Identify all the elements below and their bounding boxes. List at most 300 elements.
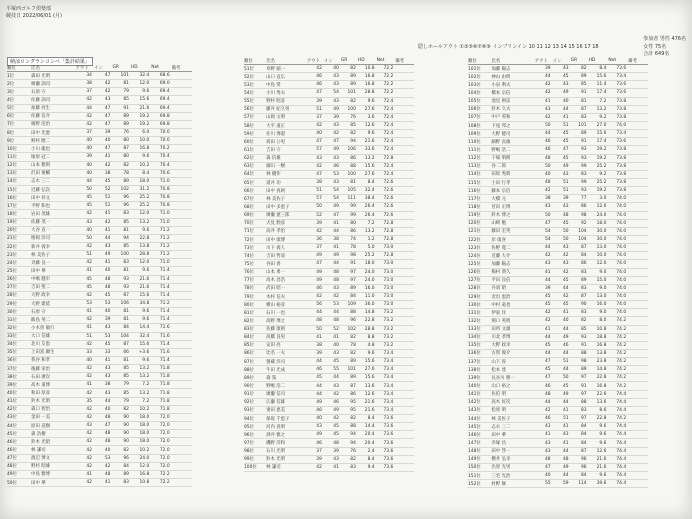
- net-cell: 74.2: [608, 349, 628, 357]
- table-row: [468, 431, 648, 439]
- name-cell: 吉田 守: [266, 146, 307, 154]
- net-cell: 73.0: [377, 301, 396, 309]
- in-cell: 43: [94, 324, 113, 332]
- in-cell: 44: [553, 472, 571, 480]
- name-cell: 山崎 勉: [491, 219, 534, 227]
- gross-cell: 88: [571, 349, 589, 357]
- out-cell: 47: [535, 219, 553, 227]
- note-cell: [395, 244, 414, 252]
- name-cell: 田中 康博: [266, 235, 307, 243]
- table-row: [468, 73, 648, 81]
- net-cell: 72.2: [151, 479, 171, 487]
- net-cell: 72.4: [377, 146, 396, 154]
- net-cell: 73.4: [377, 366, 396, 374]
- in-cell: 44: [553, 325, 571, 333]
- name-cell: 大野 建延: [31, 299, 75, 307]
- rank-cell: 103位: [468, 81, 491, 89]
- net-cell: 74.0: [608, 301, 628, 309]
- table-row: [7, 397, 192, 405]
- net-cell: 71.0: [151, 210, 171, 218]
- handicap-cell: 33.6: [358, 146, 377, 154]
- handicap-cell: 9.0: [589, 309, 609, 317]
- table-row: [7, 413, 192, 421]
- rank-cell: 102位: [468, 73, 491, 81]
- table-row: [244, 170, 414, 178]
- handicap-cell: 8.4: [358, 415, 377, 423]
- out-cell: 36: [307, 235, 324, 243]
- handicap-cell: 32.4: [131, 72, 151, 80]
- out-cell: 46: [307, 81, 324, 89]
- handicap-cell: 13.8: [589, 349, 609, 357]
- gross-cell: 82: [112, 446, 131, 454]
- rank-cell: 23位: [7, 251, 31, 259]
- gross-cell: 83: [571, 170, 589, 178]
- rank-cell: 63位: [244, 162, 266, 170]
- note-cell: [628, 252, 648, 260]
- gross-cell: 101: [341, 366, 358, 374]
- out-cell: 40: [535, 472, 553, 480]
- gross-cell: 82: [341, 415, 358, 423]
- rank-cell: 53位: [244, 81, 266, 89]
- name-cell: 加藤 陽志: [491, 65, 534, 73]
- table-row: [7, 145, 192, 153]
- handicap-cell: 9.6: [131, 267, 151, 275]
- net-cell: 71.8: [151, 381, 171, 389]
- out-cell: 47: [535, 358, 553, 366]
- rank-cell: 37位: [7, 365, 31, 373]
- handicap-cell: 12.0: [589, 203, 609, 211]
- in-cell: 49: [324, 203, 341, 211]
- out-cell: 45: [75, 202, 94, 210]
- net-cell: 73.8: [608, 97, 628, 105]
- gross-cell: 86: [341, 154, 358, 162]
- out-cell: 44: [75, 104, 94, 112]
- net-cell: 70.2: [151, 145, 171, 153]
- name-cell: 山本 勇一: [266, 268, 307, 276]
- handicap-cell: 22.8: [358, 317, 377, 325]
- in-cell: 59: [553, 480, 571, 488]
- table-row: [468, 113, 648, 121]
- note-cell: [628, 154, 648, 162]
- note-cell: [628, 398, 648, 406]
- rank-cell: 110位: [468, 138, 491, 146]
- in-cell: 48: [324, 317, 341, 325]
- name-cell: 下尾 邦之: [491, 121, 534, 129]
- out-cell: 42: [75, 242, 94, 250]
- handicap-cell: 22.8: [131, 234, 151, 242]
- note-cell: [172, 96, 192, 104]
- out-cell: 51: [307, 105, 324, 113]
- name-cell: 高木 道博: [31, 381, 75, 389]
- handicap-cell: 27.6: [358, 105, 377, 113]
- handicap-cell: 30.0: [589, 235, 609, 243]
- gross-cell: 114: [571, 480, 589, 488]
- name-cell: 丹羽 昭: [491, 284, 534, 292]
- in-cell: 42: [94, 80, 113, 88]
- handicap-cell: 2.4: [358, 447, 377, 455]
- name-cell: 川北 孝博: [491, 333, 534, 341]
- gross-cell: 85: [341, 121, 358, 129]
- note-cell: [172, 267, 192, 275]
- gross-cell: 99: [571, 162, 589, 170]
- out-cell: 53: [75, 299, 94, 307]
- note-cell: [172, 202, 192, 210]
- table-row: [244, 276, 414, 284]
- gross-cell: 94: [112, 234, 131, 242]
- name-cell: 長谷川 勝一: [491, 374, 534, 382]
- handicap-cell: 23.8: [589, 358, 609, 366]
- note-cell: [628, 195, 648, 203]
- handicap-cell: 13.2: [358, 154, 377, 162]
- name-cell: 谷田 香: [266, 260, 307, 268]
- rank-cell: 67位: [244, 195, 266, 203]
- note-cell: [628, 130, 648, 138]
- out-cell: 45: [535, 366, 553, 374]
- net-cell: 73.8: [608, 187, 628, 195]
- table-row: [244, 284, 414, 292]
- gross-cell: 100: [112, 251, 131, 259]
- rank-cell: 50位: [7, 479, 31, 487]
- net-cell: 73.0: [377, 276, 396, 284]
- gross-cell: 83: [112, 210, 131, 218]
- rank-cell: 139位: [468, 374, 491, 382]
- name-cell: 中戸 英和: [491, 113, 534, 121]
- table-row: [244, 382, 414, 390]
- note-cell: [172, 381, 192, 389]
- note-cell: [395, 439, 414, 447]
- name-cell: 田中 光憲: [31, 128, 75, 136]
- net-cell: 74.0: [608, 284, 628, 292]
- table-row: [244, 81, 414, 89]
- handicap-cell: 13.2: [131, 365, 151, 373]
- out-cell: 37: [75, 128, 94, 136]
- net-cell: 74.0: [608, 292, 628, 300]
- name-cell: 中村 竜也: [491, 301, 534, 309]
- rank-cell: 99位: [244, 455, 266, 463]
- gross-cell: 87: [341, 382, 358, 390]
- out-cell: 41: [535, 268, 553, 276]
- gross-cell: 84: [571, 472, 589, 480]
- handicap-cell: 16.8: [358, 81, 377, 89]
- name-cell: 後藤 栄治: [31, 365, 75, 373]
- note-cell: [628, 138, 648, 146]
- note-cell: [628, 455, 648, 463]
- rank-cell: 38位: [7, 373, 31, 381]
- table-row: [468, 349, 648, 357]
- note-cell: [172, 161, 192, 169]
- rank-cell: 36位: [7, 356, 31, 364]
- handicap-cell: 9.6: [131, 356, 151, 364]
- name-cell: 石原 守: [31, 88, 75, 96]
- note-cell: [395, 447, 414, 455]
- rank-cell: 129位: [468, 292, 491, 300]
- rank-cell: 30位: [7, 308, 31, 316]
- gross-cell: 82: [571, 317, 589, 325]
- gross-cell: 89: [112, 470, 131, 478]
- rank-cell: 147位: [468, 439, 491, 447]
- note-cell: [172, 446, 192, 454]
- name-cell: 谷 二郎: [491, 162, 534, 170]
- net-cell: 73.6: [377, 415, 396, 423]
- gross-cell: 81: [112, 80, 131, 88]
- in-cell: 47: [324, 211, 341, 219]
- in-cell: 55: [324, 366, 341, 374]
- net-cell: 73.0: [377, 292, 396, 300]
- name-cell: 大野 健司: [491, 130, 534, 138]
- note-cell: [395, 260, 414, 268]
- net-cell: 71.4: [151, 316, 171, 324]
- out-cell: 47: [307, 138, 324, 146]
- net-cell: 74.4: [608, 455, 628, 463]
- in-cell: 43: [324, 284, 341, 292]
- in-cell: 42: [324, 390, 341, 398]
- in-cell: 48: [324, 439, 341, 447]
- table-row: [244, 447, 414, 455]
- rank-cell: 122位: [468, 235, 491, 243]
- net-cell: 71.0: [151, 177, 171, 185]
- note-cell: [395, 219, 414, 227]
- note-cell: [628, 121, 648, 129]
- rank-cell: 8位: [7, 128, 31, 136]
- rank-cell: 10位: [7, 145, 31, 153]
- name-cell: 道井 功: [266, 178, 307, 186]
- table-row: [468, 463, 648, 471]
- handicap-cell: 17.4: [589, 138, 609, 146]
- net-cell: 72.4: [377, 130, 396, 138]
- handicap-cell: 13.0: [589, 244, 609, 252]
- table-row: [244, 455, 414, 463]
- table-row: [7, 340, 192, 348]
- out-cell: 49: [307, 398, 324, 406]
- net-cell: 71.2: [151, 299, 171, 307]
- rank-cell: 84位: [244, 333, 266, 341]
- handicap-cell: 6.0: [131, 128, 151, 136]
- note-cell: [172, 259, 192, 267]
- gross-cell: 86: [571, 260, 589, 268]
- in-cell: 49: [553, 89, 571, 97]
- out-cell: 50: [307, 325, 324, 333]
- rank-cell: 18位: [7, 210, 31, 218]
- net-cell: 72.6: [377, 178, 396, 186]
- out-cell: 43: [535, 105, 553, 113]
- table-row: [468, 374, 648, 382]
- handicap-cell: 8.6: [589, 406, 609, 414]
- note-cell: [628, 203, 648, 211]
- name-cell: 近藤 弘次: [31, 185, 75, 193]
- rank-cell: 14位: [7, 177, 31, 185]
- net-cell: 73.6: [377, 431, 396, 439]
- name-cell: 田中 祥文: [31, 194, 75, 202]
- table-row: [468, 195, 648, 203]
- out-cell: 42: [75, 462, 94, 470]
- in-cell: 45: [94, 177, 113, 185]
- rank-cell: 19位: [7, 218, 31, 226]
- table-row: [7, 169, 192, 177]
- gross-cell: 97: [341, 268, 358, 276]
- net-cell: 73.8: [608, 178, 628, 186]
- table-row: [244, 162, 414, 170]
- net-cell: 72.4: [377, 97, 396, 105]
- rank-cell: 72位: [244, 235, 266, 243]
- note-cell: [395, 252, 414, 260]
- in-cell: 47: [553, 146, 571, 154]
- rank-cell: 150位: [468, 463, 491, 471]
- name-cell: 阜野 頭一: [266, 65, 307, 73]
- handicap-cell: +3.6: [131, 348, 151, 356]
- out-cell: 42: [75, 373, 94, 381]
- net-cell: 74.4: [608, 472, 628, 480]
- note-cell: [628, 341, 648, 349]
- name-cell: 酒井 雅之: [266, 431, 307, 439]
- rank-cell: 152位: [468, 480, 491, 488]
- gross-cell: 96: [112, 454, 131, 462]
- out-cell: 41: [535, 431, 553, 439]
- table-row: [244, 268, 414, 276]
- gross-cell: 97: [571, 374, 589, 382]
- rank-cell: 34位: [7, 340, 31, 348]
- in-cell: 53: [324, 170, 341, 178]
- name-cell: 吉田 哲哉: [266, 252, 307, 260]
- gross-cell: 84: [341, 292, 358, 300]
- table-row: [7, 242, 192, 250]
- in-cell: 40: [553, 317, 571, 325]
- handicap-cell: 9.6: [131, 88, 151, 96]
- in-cell: 41: [324, 333, 341, 341]
- in-cell: 44: [324, 309, 341, 317]
- net-cell: 73.2: [377, 309, 396, 317]
- name-cell: 田中 真則: [266, 187, 307, 195]
- name-cell: 森 篤: [266, 374, 307, 382]
- handicap-cell: 24.0: [358, 276, 377, 284]
- rank-cell: 28位: [7, 291, 31, 299]
- note-cell: [628, 463, 648, 471]
- net-cell: 73.0: [377, 284, 396, 292]
- handicap-cell: 8.8: [358, 333, 377, 341]
- column-header: アウト: [535, 57, 553, 65]
- table-row: [7, 112, 192, 120]
- hidden-hole-info: 隠しホールアウト ①③⑤⑥⑦⑧⑨ インブリンイン 10 11 12 13 14 15 16 17 18: [418, 44, 599, 50]
- table-row: [468, 480, 648, 488]
- column-header: GR: [571, 57, 589, 65]
- table-row: [468, 447, 648, 455]
- rank-cell: 55位: [244, 97, 266, 105]
- handicap-cell: 21.6: [131, 283, 151, 291]
- out-cell: 46: [307, 284, 324, 292]
- table-row: [7, 389, 192, 397]
- note-cell: [628, 162, 648, 170]
- in-cell: 43: [553, 244, 571, 252]
- results-table-2: [244, 57, 414, 472]
- name-cell: 石川 一也: [266, 309, 307, 317]
- name-cell: 上田富 顕生: [31, 348, 75, 356]
- note-cell: [628, 309, 648, 317]
- note-cell: [172, 299, 192, 307]
- table-row: [468, 154, 648, 162]
- table-row: [244, 130, 414, 138]
- note-cell: [172, 218, 192, 226]
- table-row: [7, 454, 192, 462]
- in-cell: 48: [94, 430, 113, 438]
- net-cell: 73.8: [608, 146, 628, 154]
- gross-cell: 84: [112, 462, 131, 470]
- gross-cell: 88: [341, 162, 358, 170]
- out-cell: 44: [535, 333, 553, 341]
- note-cell: [172, 145, 192, 153]
- net-cell: 73.6: [608, 81, 628, 89]
- out-cell: 40: [75, 226, 94, 234]
- gross-cell: 87: [571, 292, 589, 300]
- name-cell: 北川 友恵: [31, 340, 75, 348]
- rank-cell: 27位: [7, 283, 31, 291]
- table-row: [244, 65, 414, 73]
- net-cell: 73.8: [608, 105, 628, 113]
- note-cell: [172, 340, 192, 348]
- table-row: [7, 348, 192, 356]
- note-cell: [395, 431, 414, 439]
- in-cell: 47: [94, 72, 113, 80]
- in-cell: 42: [553, 252, 571, 260]
- out-cell: 47: [307, 260, 324, 268]
- gross-cell: 76: [341, 113, 358, 121]
- in-cell: 43: [94, 389, 113, 397]
- in-cell: 38: [324, 235, 341, 243]
- gross-cell: 83: [571, 113, 589, 121]
- name-cell: 野村 昭雄: [31, 462, 75, 470]
- table-row: [244, 211, 414, 219]
- handicap-cell: 15.6: [358, 162, 377, 170]
- rank-cell: 69位: [244, 211, 266, 219]
- in-cell: 49: [553, 463, 571, 471]
- gross-cell: 109: [341, 301, 358, 309]
- in-cell: 33: [94, 348, 113, 356]
- out-cell: 44: [535, 398, 553, 406]
- name-cell: 小泉 利夫: [491, 81, 534, 89]
- out-cell: 50: [535, 211, 553, 219]
- out-cell: 56: [307, 301, 324, 309]
- out-cell: 39: [75, 153, 94, 161]
- handicap-cell: 7.2: [589, 97, 609, 105]
- out-cell: 50: [307, 203, 324, 211]
- in-cell: 44: [94, 397, 113, 405]
- note-cell: [172, 72, 192, 80]
- rank-cell: 12位: [7, 161, 31, 169]
- net-cell: 72.6: [377, 187, 396, 195]
- gross-cell: 97: [571, 415, 589, 423]
- rank-cell: 64位: [244, 170, 266, 178]
- note-cell: [628, 105, 648, 113]
- gross-cell: 86: [341, 390, 358, 398]
- note-cell: [172, 242, 192, 250]
- rank-cell: 86位: [244, 349, 266, 357]
- name-cell: 小川 秀夫: [266, 89, 307, 97]
- out-cell: 41: [535, 325, 553, 333]
- rank-cell: 20位: [7, 226, 31, 234]
- table-row: [468, 268, 648, 276]
- note-cell: [172, 389, 192, 397]
- in-cell: 42: [94, 161, 113, 169]
- gross-cell: 82: [341, 65, 358, 73]
- gross-cell: 102: [341, 325, 358, 333]
- handicap-cell: 25.2: [131, 194, 151, 202]
- net-cell: 74.4: [608, 439, 628, 447]
- name-cell: 加藤 陽志: [491, 260, 534, 268]
- out-cell: 42: [75, 479, 94, 487]
- in-cell: 49: [324, 146, 341, 154]
- gross-cell: 83: [112, 259, 131, 267]
- out-cell: 38: [307, 178, 324, 186]
- gross-cell: 84: [571, 423, 589, 431]
- out-cell: 46: [307, 73, 324, 81]
